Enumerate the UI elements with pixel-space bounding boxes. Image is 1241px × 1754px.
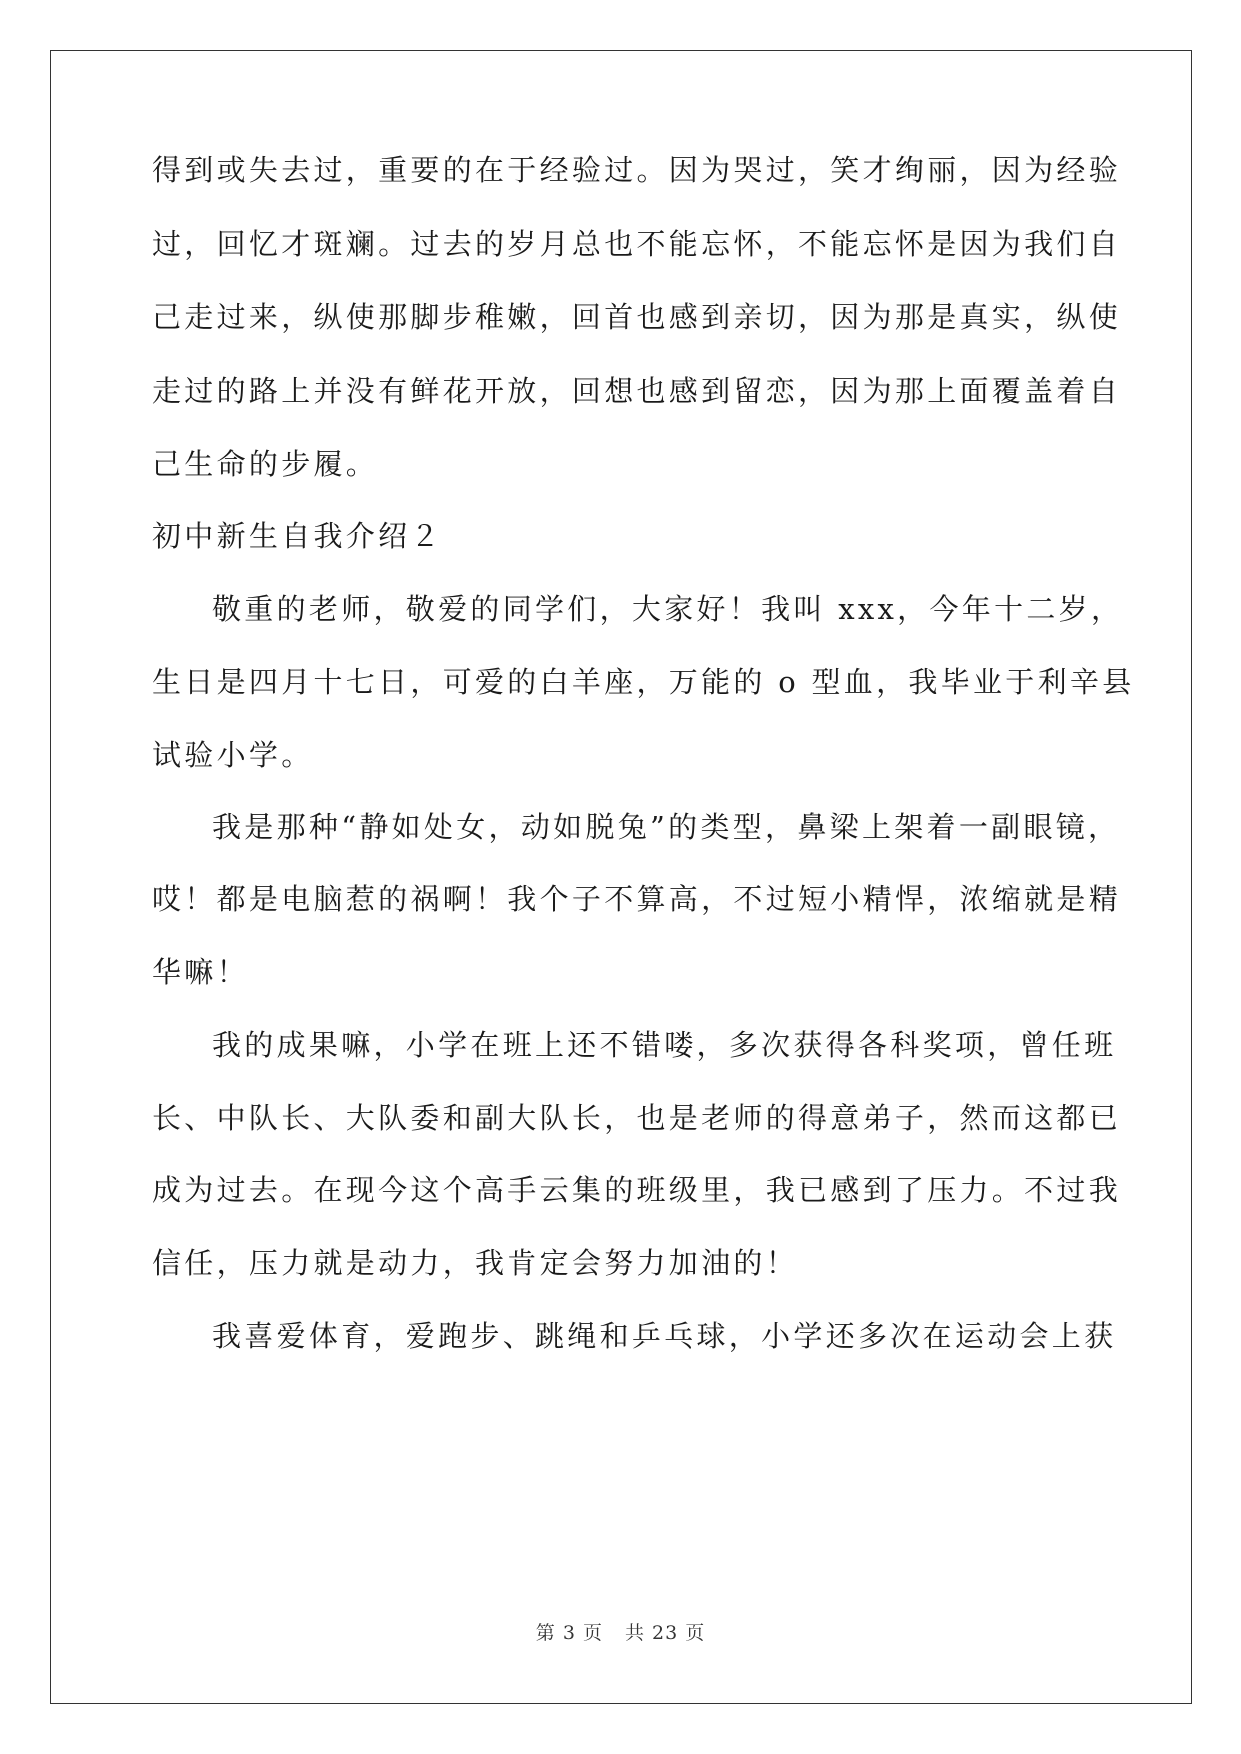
text-line: 己生命的步履。 (152, 447, 379, 481)
section-heading: 初中新生自我介绍２ (152, 519, 443, 553)
page-footer (0, 1618, 1241, 1645)
page-number-current: 第 3 页 (535, 1622, 603, 1644)
text-line: 信任，压力就是动力，我肯定会努力加油的！ (152, 1246, 799, 1280)
text-line: 长、中队长、大队委和副大队长，也是老师的得意弟子，然而这都已 (152, 1101, 1122, 1135)
text-line: 过，回忆才斑斓。过去的岁月总也不能忘怀，不能忘怀是因为我们自 (152, 227, 1122, 261)
text-line: 我的成果嘛，小学在班上还不错喽，多次获得各科奖项，曾任班 (212, 1028, 1117, 1062)
text-line: 我喜爱体育，爱跑步、跳绳和乒乓球，小学还多次在运动会上获 (212, 1319, 1117, 1353)
text-line: 走过的路上并没有鲜花开放，回想也感到留恋，因为那上面覆盖着自 (152, 374, 1122, 408)
text-line: 成为过去。在现今这个高手云集的班级里，我已感到了压力。不过我 (152, 1173, 1122, 1207)
text-line: 敬重的老师，敬爱的同学们，大家好！我叫 xxx，今年十二岁， (212, 592, 1124, 626)
text-line: 生日是四月十七日，可爱的白羊座，万能的 o 型血，我毕业于利辛县 (152, 665, 1135, 699)
text-line: 得到或失去过，重要的在于经验过。因为哭过，笑才绚丽，因为经验 (152, 153, 1122, 187)
text-line: 哎！都是电脑惹的祸啊！我个子不算高，不过短小精悍，浓缩就是精 (152, 882, 1122, 916)
text-line: 试验小学。 (152, 738, 314, 772)
text-line: 华嘛！ (152, 955, 249, 989)
text-line: 己走过来，纵使那脚步稚嫩，回首也感到亲切，因为那是真实，纵使 (152, 300, 1122, 334)
text-line: 我是那种“静如处女，动如脱兔”的类型，鼻梁上架着一副眼镜， (212, 810, 1121, 844)
page-number-total: 共 23 页 (624, 1622, 706, 1644)
